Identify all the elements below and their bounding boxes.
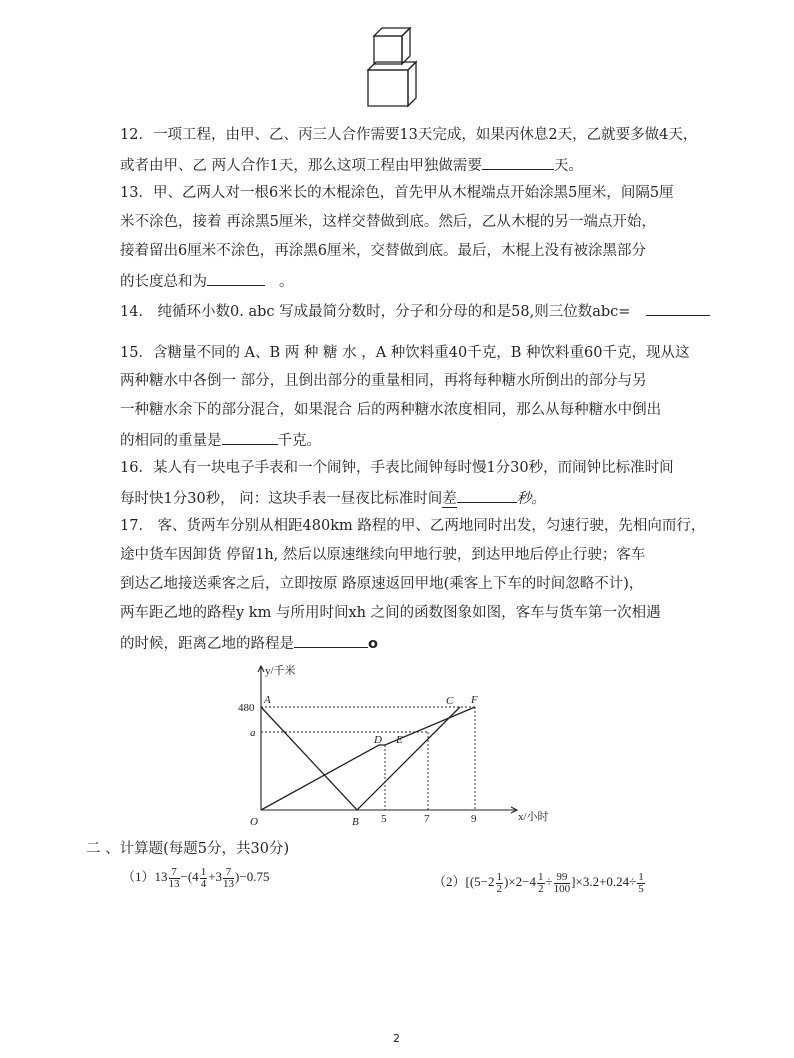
q17-line-5-text: 的时候，距离乙地的路程是	[120, 636, 294, 652]
q15-line-1: 15．含糖量不同的 A、B 两 种 糖 水 ，A 种饮料重40千克，B 种饮料重60千克，现从这	[120, 345, 690, 361]
q13-line-1: 13．甲、乙两人对一根6米长的木棍涂色，首先甲从木棍端点开始涂黑5厘米，间隔5厘	[120, 185, 674, 201]
q12-answer-blank[interactable]	[482, 155, 554, 170]
q14-line-1	[120, 301, 710, 321]
calc2-frac-1-2a: $\frac{1}{2}$	[496, 870, 503, 895]
calc2-m1: )×2−4	[504, 874, 537, 889]
q12-line-2	[120, 155, 583, 175]
q17-line-5-tail: o	[368, 636, 378, 652]
point-e-label: E	[396, 734, 403, 746]
x-axis-label: x/小时	[518, 811, 549, 823]
y-tick-a: a	[250, 727, 256, 739]
calc-problem-2	[433, 867, 646, 897]
q15-line-4-tail: 千克。	[277, 433, 321, 449]
calc2-head: [(5−2	[465, 874, 495, 889]
x-tick-9: 9	[471, 813, 477, 825]
q15-line-4-text: 的相同的重量是	[120, 433, 222, 449]
q17-answer-blank[interactable]	[294, 633, 368, 648]
page-number: 2	[393, 1032, 400, 1045]
q15-line-4	[120, 430, 321, 450]
calc2-m3: ]×3.2+0.24÷	[571, 874, 637, 889]
point-a-label: A	[264, 694, 271, 706]
q16-underlined-cha: 差	[442, 491, 457, 507]
calc1-tail: )−0.75	[235, 869, 270, 884]
calc2-frac-1-2b: $\frac{1}{2}$	[538, 870, 544, 895]
q14-text: 14． 纯循环小数0. abc 写成最简分数时，分子和分母的和是58,则三位数abc=	[120, 304, 631, 320]
calc-problem-1	[122, 862, 269, 892]
point-c-label: C	[446, 695, 454, 707]
q14-answer-blank[interactable]	[646, 301, 710, 316]
calc1-plus3: +3	[208, 869, 223, 884]
q12-line-2-text: 或者由甲、乙 两人合作1天，那么这项工程由甲独做需要	[120, 158, 482, 174]
section-2-title: 二 、计算题(每题5分，共30分)	[86, 841, 290, 857]
calc1-frac-7-13b: $\frac{7}{13}$	[223, 865, 235, 890]
calc2-label: （2）	[433, 874, 466, 889]
q13-line-2: 米不涂色，接着 再涂黑5厘米，这样交替做到底。然后，乙从木棍的另一端点开始，	[120, 214, 656, 230]
calc1-frac-7-13: $\frac{7}{13}$	[168, 865, 180, 890]
q15-line-3: 一种糖水余下的部分混合，如果混合 后的两种糖水浓度相同，那么从每种糖水中倒出	[120, 402, 662, 418]
y-tick-480: 480	[238, 702, 255, 714]
stacked-cubes-figure	[362, 24, 422, 110]
calc2-frac-99-100: $\frac{99}{100}$	[553, 870, 571, 895]
q16-line-1: 16．某人有一块电子手表和一个闹钟，手表比闹钟每时慢1分30秒，而闹钟比标准时间	[120, 460, 674, 476]
point-f-label: F	[471, 694, 478, 706]
q16-line-2-text: 每时快1分30秒， 问：这块手表一昼夜比标准时间	[120, 491, 443, 507]
calc1-frac-1-4: $\frac{1}{4}$	[200, 865, 207, 890]
q13-line-4-text: 的长度总和为	[120, 274, 207, 290]
q16-line-2	[120, 488, 546, 508]
passenger-car-line	[261, 707, 460, 810]
q17-line-4: 两车距乙地的路程y km 与所用时间xh 之间的函数图象如图，客车与货车第一次相遇	[120, 605, 661, 621]
point-d-label: D	[374, 734, 382, 746]
freight-car-line	[261, 707, 475, 810]
q13-line-4-tail: 。	[279, 274, 294, 290]
calc1-whole-13: 13	[154, 869, 168, 884]
q17-line-1: 17． 客、货两车分别从相距480km 路程的甲、乙两地同时出发，匀速行驶，先相向而行，	[120, 518, 706, 534]
q13-answer-blank[interactable]	[207, 271, 265, 286]
point-b-label: B	[352, 816, 359, 828]
calc2-frac-1-5: $\frac{1}{5}$	[638, 870, 644, 895]
q15-line-2: 两种糖水中各倒一 部分，且倒出部分的重量相同，再将每种糖水所倒出的部分与另	[120, 373, 647, 389]
q16-answer-blank[interactable]	[457, 488, 517, 503]
x-tick-5: 5	[381, 813, 387, 825]
q17-line-2: 途中货车因卸货 停留1h, 然后以原速继续向甲地行驶，到达甲地后停止行驶；客车	[120, 547, 646, 563]
q12-line-2-tail: 天。	[553, 158, 583, 174]
q17-line-3: 到达乙地接送乘客之后，立即按原 路原速返回甲地(乘客上下车的时间忽略不计)，	[120, 576, 644, 592]
q17-line-5	[120, 633, 378, 653]
calc1-label: （1）	[122, 869, 155, 884]
x-tick-7: 7	[424, 813, 430, 825]
distance-time-graph	[232, 660, 562, 830]
q16-line-2-tail: 秒。	[516, 491, 546, 507]
q15-answer-blank[interactable]	[222, 430, 278, 445]
calc1-mid: −(4	[180, 869, 199, 884]
y-axis-label: y/千米	[265, 665, 296, 677]
q13-line-4	[120, 271, 294, 291]
calc2-m2: ÷	[545, 874, 553, 889]
q13-line-3: 接着留出6厘米不涂色，再涂黑6厘米，交替做到底。最后，木棍上没有被涂黑部分	[120, 243, 646, 259]
origin-label: O	[250, 816, 258, 828]
q12-line-1: 12．一项工程，由甲、乙、丙三人合作需要13天完成，如果丙休息2天，乙就要多做4天，	[120, 127, 698, 143]
